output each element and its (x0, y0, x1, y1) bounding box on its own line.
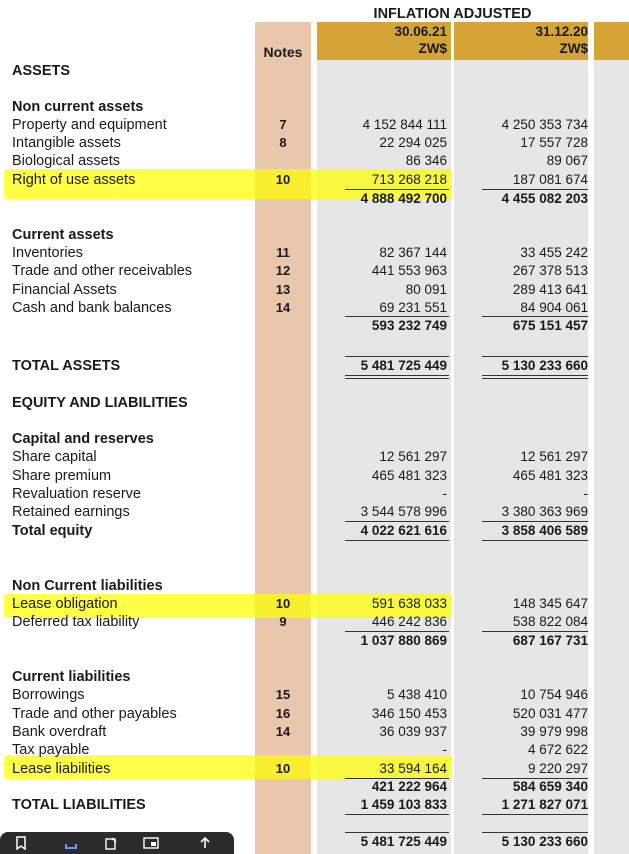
row-value-a: 591 638 033 (371, 596, 447, 611)
column-a-date: 30.06.21 (394, 24, 447, 39)
row-value-a: - (442, 742, 447, 757)
row-note: 13 (275, 282, 291, 297)
row-label: Intangible assets (12, 135, 121, 151)
total-equity-liabilities-a: 5 481 725 449 (360, 834, 447, 849)
current-liabilities-total-b: 584 659 340 (512, 779, 588, 794)
row-value-b: 148 345 647 (512, 596, 588, 611)
row-value-b: 538 822 084 (512, 614, 588, 629)
noncurrent-liabilities-heading: Non Current liabilities (12, 578, 163, 594)
row-label: Share capital (12, 449, 97, 465)
row-note: 8 (279, 135, 287, 150)
total-liabilities-a: 1 459 103 833 (360, 797, 447, 812)
row-label: Trade and other receivables (12, 263, 193, 279)
notes-header: Notes (263, 44, 303, 60)
current-assets-total-b: 675 151 457 (512, 318, 588, 333)
row-value-a: 5 438 410 (386, 687, 447, 702)
row-label: Retained earnings (12, 504, 130, 520)
row-value-b: 267 378 513 (512, 263, 588, 278)
row-value-b: 39 979 998 (520, 724, 588, 739)
total-liabilities-b: 1 271 827 071 (501, 797, 588, 812)
row-value-a: 446 242 836 (371, 614, 447, 629)
row-value-a: 86 346 (405, 153, 447, 168)
row-label: Share premium (12, 468, 112, 484)
row-label: Trade and other payables (12, 706, 177, 722)
row-note: 11 (276, 245, 290, 260)
capital-reserves-heading: Capital and reserves (12, 431, 154, 447)
row-value-b: - (583, 486, 588, 501)
edit-icon[interactable] (102, 836, 120, 852)
row-note: 9 (279, 614, 287, 629)
row-value-b: 187 081 674 (512, 172, 588, 187)
save-icon[interactable] (62, 836, 80, 852)
row-label: Tax payable (12, 742, 90, 758)
column-c-bg (594, 60, 629, 854)
row-value-a: 441 553 963 (371, 263, 447, 278)
total-assets-label: TOTAL ASSETS (12, 358, 121, 374)
row-value-a: 82 367 144 (379, 245, 447, 260)
row-note: 15 (275, 687, 291, 702)
upload-icon[interactable] (196, 836, 214, 852)
row-label: Revaluation reserve (12, 486, 141, 502)
assets-heading: ASSETS (12, 63, 71, 79)
subtotal-rule (482, 814, 588, 815)
total-equity-label: Total equity (12, 523, 93, 539)
row-value-a: 69 231 551 (379, 300, 447, 315)
column-b-currency: ZW$ (559, 41, 588, 56)
subtotal-rule (345, 814, 449, 815)
noncurrent-liabilities-total-b: 687 167 731 (512, 633, 588, 648)
current-liabilities-total-a: 421 222 964 (371, 779, 447, 794)
row-value-b: 289 413 641 (512, 282, 588, 297)
subtotal-rule (482, 540, 588, 541)
row-note: 16 (275, 706, 291, 721)
row-label: Bank overdraft (12, 724, 107, 740)
row-label: Inventories (12, 245, 83, 261)
total-assets-b: 5 130 233 660 (501, 358, 588, 373)
row-note: 12 (275, 263, 291, 278)
current-assets-heading: Current assets (12, 227, 114, 243)
row-note: 14 (275, 724, 291, 739)
row-label: Cash and bank balances (12, 300, 172, 316)
noncurrent-assets-total-b: 4 455 082 203 (501, 191, 588, 206)
row-label: Lease liabilities (12, 761, 111, 777)
row-value-b: 17 557 728 (520, 135, 588, 150)
row-value-a: 3 544 578 996 (360, 504, 447, 519)
column-c-header-bg (594, 22, 629, 60)
row-note: 7 (279, 117, 287, 132)
present-icon[interactable] (142, 836, 160, 852)
bookmark-icon[interactable] (12, 836, 30, 852)
noncurrent-assets-total-a: 4 888 492 700 (360, 191, 447, 206)
total-equity-liabilities-b: 5 130 233 660 (501, 834, 588, 849)
row-label: Biological assets (12, 153, 120, 169)
row-value-b: 89 067 (546, 153, 588, 168)
row-value-a: 346 150 453 (371, 706, 447, 721)
row-note: 10 (275, 172, 291, 187)
current-assets-total-a: 593 232 749 (371, 318, 447, 333)
row-value-b: 12 561 297 (520, 449, 588, 464)
row-value-a: 33 594 164 (379, 761, 447, 776)
row-note: 14 (275, 300, 291, 315)
row-value-a: 465 481 323 (371, 468, 447, 483)
noncurrent-liabilities-total-a: 1 037 880 869 (360, 633, 447, 648)
equity-liabilities-heading: EQUITY AND LIABILITIES (12, 395, 188, 411)
row-value-a: 4 152 844 111 (362, 117, 447, 132)
total-equity-a: 4 022 621 616 (360, 523, 447, 538)
subtotal-rule (345, 540, 449, 541)
total-assets-a: 5 481 725 449 (360, 358, 447, 373)
noncurrent-assets-heading: Non current assets (12, 99, 144, 115)
row-note: 10 (275, 761, 291, 776)
row-value-a: 22 294 025 (379, 135, 447, 150)
row-value-b: 4 250 353 734 (501, 117, 588, 132)
row-value-a: 713 268 218 (371, 172, 447, 187)
group-title: INFLATION ADJUSTED (373, 6, 532, 22)
row-value-a: 80 091 (405, 282, 447, 297)
current-liabilities-heading: Current liabilities (12, 669, 131, 685)
double-rule (345, 375, 449, 379)
total-equity-b: 3 858 406 589 (501, 523, 588, 538)
row-value-b: 520 031 477 (512, 706, 588, 721)
row-value-b: 9 220 297 (527, 761, 588, 776)
row-label: Right of use assets (12, 172, 136, 188)
row-value-b: 33 455 242 (520, 245, 588, 260)
row-label: Deferred tax liability (12, 614, 140, 630)
double-rule (482, 375, 588, 379)
viewer-toolbar (0, 832, 234, 854)
row-value-b: 10 754 946 (520, 687, 588, 702)
row-value-a: - (442, 486, 447, 501)
row-value-a: 36 039 937 (379, 724, 447, 739)
row-label: Lease obligation (12, 596, 118, 612)
row-label: Borrowings (12, 687, 85, 703)
row-value-a: 12 561 297 (379, 449, 447, 464)
total-liabilities-label: TOTAL LIABILITIES (12, 797, 146, 813)
row-value-b: 84 904 061 (520, 300, 588, 315)
row-value-b: 465 481 323 (512, 468, 588, 483)
column-b-date: 31.12.20 (535, 24, 588, 39)
row-value-b: 3 380 363 969 (501, 504, 588, 519)
column-a-currency: ZW$ (418, 41, 447, 56)
row-value-b: 4 672 622 (527, 742, 588, 757)
row-label: Property and equipment (12, 117, 167, 133)
row-note: 10 (275, 596, 291, 611)
row-label: Financial Assets (12, 282, 117, 298)
